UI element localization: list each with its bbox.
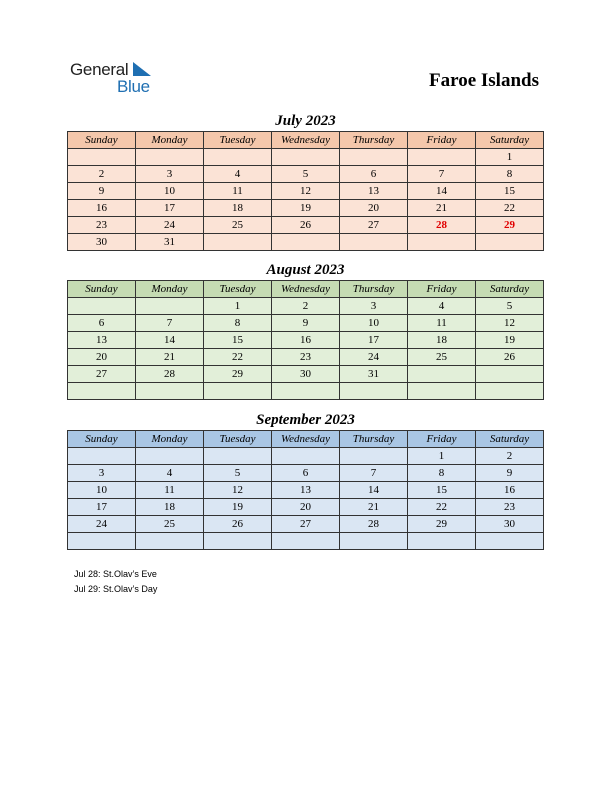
day-cell: 22: [408, 499, 476, 516]
day-cell: 1: [408, 448, 476, 465]
day-cell: [68, 383, 136, 400]
week-row: [68, 315, 544, 332]
day-cell: [408, 383, 476, 400]
day-cell: 18: [136, 499, 204, 516]
day-cell: 3: [340, 298, 408, 315]
weekday-header: Sunday: [68, 431, 136, 448]
day-cell: 24: [68, 516, 136, 533]
calendar-table: [67, 280, 544, 400]
logo-text-general: General: [70, 60, 129, 79]
day-cell: 3: [136, 166, 204, 183]
day-cell: 10: [136, 183, 204, 200]
day-cell: 4: [136, 465, 204, 482]
day-cell: 12: [204, 482, 272, 499]
week-row: [68, 448, 544, 465]
weekday-header: Saturday: [476, 132, 544, 149]
week-row: [68, 149, 544, 166]
week-row: [68, 234, 544, 251]
day-cell: 13: [68, 332, 136, 349]
calendar-table: [67, 430, 544, 550]
weekday-header: Wednesday: [272, 132, 340, 149]
day-cell: [408, 234, 476, 251]
day-cell: 3: [68, 465, 136, 482]
day-cell: [408, 366, 476, 383]
calendar-table: [67, 131, 544, 251]
week-row: [68, 298, 544, 315]
week-row: [68, 516, 544, 533]
weekday-header: Sunday: [68, 281, 136, 298]
weekday-header: Wednesday: [272, 281, 340, 298]
holiday-note: Jul 29: St.Olav’s Day: [74, 584, 158, 594]
day-cell: 11: [408, 315, 476, 332]
day-cell: 18: [204, 200, 272, 217]
day-cell: 15: [476, 183, 544, 200]
day-cell: 4: [204, 166, 272, 183]
day-cell: 9: [68, 183, 136, 200]
week-row: [68, 349, 544, 366]
day-cell: 30: [68, 234, 136, 251]
day-cell: [408, 149, 476, 166]
day-cell: 27: [68, 366, 136, 383]
day-cell: 18: [408, 332, 476, 349]
weekday-header: Tuesday: [204, 281, 272, 298]
day-cell: 16: [272, 332, 340, 349]
day-cell: [272, 533, 340, 550]
weekday-header: Thursday: [340, 431, 408, 448]
weekday-header: Thursday: [340, 132, 408, 149]
day-cell: 8: [476, 166, 544, 183]
weekday-header: Tuesday: [204, 431, 272, 448]
day-cell: [408, 533, 476, 550]
day-cell: 2: [68, 166, 136, 183]
day-cell: [204, 234, 272, 251]
week-row: [68, 200, 544, 217]
day-cell: 10: [68, 482, 136, 499]
weekday-header: Sunday: [68, 132, 136, 149]
logo-text-blue: Blue: [117, 77, 150, 96]
day-cell: [204, 448, 272, 465]
day-cell: [340, 448, 408, 465]
day-cell: 17: [68, 499, 136, 516]
day-cell: 29: [408, 516, 476, 533]
month-title: July 2023: [275, 113, 336, 129]
day-cell: 5: [476, 298, 544, 315]
day-cell: 16: [476, 482, 544, 499]
week-row: [68, 482, 544, 499]
day-cell: [272, 149, 340, 166]
day-cell: [204, 533, 272, 550]
weekday-header: Friday: [408, 281, 476, 298]
day-cell: 5: [204, 465, 272, 482]
day-cell: 4: [408, 298, 476, 315]
day-cell: 8: [204, 315, 272, 332]
week-row: [68, 366, 544, 383]
day-cell: 20: [68, 349, 136, 366]
month-block-september: [67, 410, 544, 550]
day-cell: [476, 533, 544, 550]
day-cell: 6: [272, 465, 340, 482]
day-cell: 1: [204, 298, 272, 315]
day-cell: [272, 234, 340, 251]
day-cell: 23: [272, 349, 340, 366]
day-cell: 27: [340, 217, 408, 234]
weekday-header: Saturday: [476, 431, 544, 448]
month-block-july: [67, 111, 544, 251]
day-cell: [68, 298, 136, 315]
day-cell: 1: [476, 149, 544, 166]
day-cell: 24: [136, 217, 204, 234]
day-cell: 25: [408, 349, 476, 366]
day-cell: [340, 234, 408, 251]
day-cell: [272, 448, 340, 465]
day-cell: 27: [272, 516, 340, 533]
day-cell: 29: [204, 366, 272, 383]
day-cell: [136, 383, 204, 400]
weekday-header: Saturday: [476, 281, 544, 298]
day-cell: 25: [136, 516, 204, 533]
day-cell: 16: [68, 200, 136, 217]
day-cell: [68, 448, 136, 465]
day-cell: 6: [340, 166, 408, 183]
day-cell: 28: [340, 516, 408, 533]
day-cell: 2: [272, 298, 340, 315]
weekday-header: Monday: [136, 132, 204, 149]
day-cell: 17: [136, 200, 204, 217]
day-cell: 7: [136, 315, 204, 332]
day-cell: [68, 533, 136, 550]
day-cell: 12: [476, 315, 544, 332]
day-cell: [136, 448, 204, 465]
day-cell: 12: [272, 183, 340, 200]
day-cell: 7: [340, 465, 408, 482]
week-row: [68, 183, 544, 200]
day-cell: 21: [340, 499, 408, 516]
week-row: [68, 217, 544, 234]
day-cell: [68, 149, 136, 166]
country-title: Faroe Islands: [429, 70, 539, 91]
day-cell: 14: [340, 482, 408, 499]
day-cell: [136, 149, 204, 166]
day-cell: 28: [136, 366, 204, 383]
day-cell: [476, 234, 544, 251]
weekday-header: Friday: [408, 431, 476, 448]
weekday-header: Tuesday: [204, 132, 272, 149]
month-title: August 2023: [266, 262, 345, 278]
day-cell: 7: [408, 166, 476, 183]
weekday-header: Friday: [408, 132, 476, 149]
day-cell: 14: [408, 183, 476, 200]
day-cell: 9: [476, 465, 544, 482]
day-cell: 11: [136, 482, 204, 499]
day-cell: 22: [204, 349, 272, 366]
day-cell: [340, 149, 408, 166]
day-cell: 19: [476, 332, 544, 349]
day-cell: 8: [408, 465, 476, 482]
day-cell: 26: [272, 217, 340, 234]
day-cell: 26: [476, 349, 544, 366]
day-cell: 5: [272, 166, 340, 183]
day-cell: 11: [204, 183, 272, 200]
logo-flag-icon: [133, 62, 153, 78]
day-cell: 24: [340, 349, 408, 366]
day-cell: 23: [68, 217, 136, 234]
holiday-note: Jul 28: St.Olav’s Eve: [74, 569, 157, 579]
day-cell: 2: [476, 448, 544, 465]
day-cell: [136, 298, 204, 315]
month-block-august: [67, 260, 544, 400]
holiday-notes: [74, 567, 157, 597]
day-cell: [340, 383, 408, 400]
week-row: [68, 465, 544, 482]
week-row: [68, 166, 544, 183]
day-cell: [136, 533, 204, 550]
day-cell: 30: [272, 366, 340, 383]
month-title: September 2023: [256, 412, 355, 428]
day-cell: [204, 149, 272, 166]
day-cell: 28: [408, 217, 476, 234]
week-row: [68, 383, 544, 400]
day-cell: [476, 366, 544, 383]
weekday-header: Wednesday: [272, 431, 340, 448]
day-cell: 17: [340, 332, 408, 349]
day-cell: 14: [136, 332, 204, 349]
week-row: [68, 533, 544, 550]
week-row: [68, 499, 544, 516]
day-cell: 21: [408, 200, 476, 217]
day-cell: 20: [272, 499, 340, 516]
day-cell: 13: [272, 482, 340, 499]
day-cell: 6: [68, 315, 136, 332]
weekday-header: Thursday: [340, 281, 408, 298]
day-cell: 19: [204, 499, 272, 516]
day-cell: 9: [272, 315, 340, 332]
day-cell: 15: [408, 482, 476, 499]
day-cell: [204, 383, 272, 400]
day-cell: 29: [476, 217, 544, 234]
day-cell: 22: [476, 200, 544, 217]
day-cell: 10: [340, 315, 408, 332]
weekday-header: Monday: [136, 281, 204, 298]
weekday-header: Monday: [136, 431, 204, 448]
day-cell: 26: [204, 516, 272, 533]
day-cell: 20: [340, 200, 408, 217]
day-cell: 23: [476, 499, 544, 516]
day-cell: [476, 383, 544, 400]
day-cell: [340, 533, 408, 550]
week-row: [68, 332, 544, 349]
day-cell: 21: [136, 349, 204, 366]
day-cell: [272, 383, 340, 400]
day-cell: 25: [204, 217, 272, 234]
day-cell: 30: [476, 516, 544, 533]
day-cell: 31: [340, 366, 408, 383]
day-cell: 13: [340, 183, 408, 200]
day-cell: 15: [204, 332, 272, 349]
day-cell: 19: [272, 200, 340, 217]
generalblue-logo: [70, 60, 170, 96]
day-cell: 31: [136, 234, 204, 251]
